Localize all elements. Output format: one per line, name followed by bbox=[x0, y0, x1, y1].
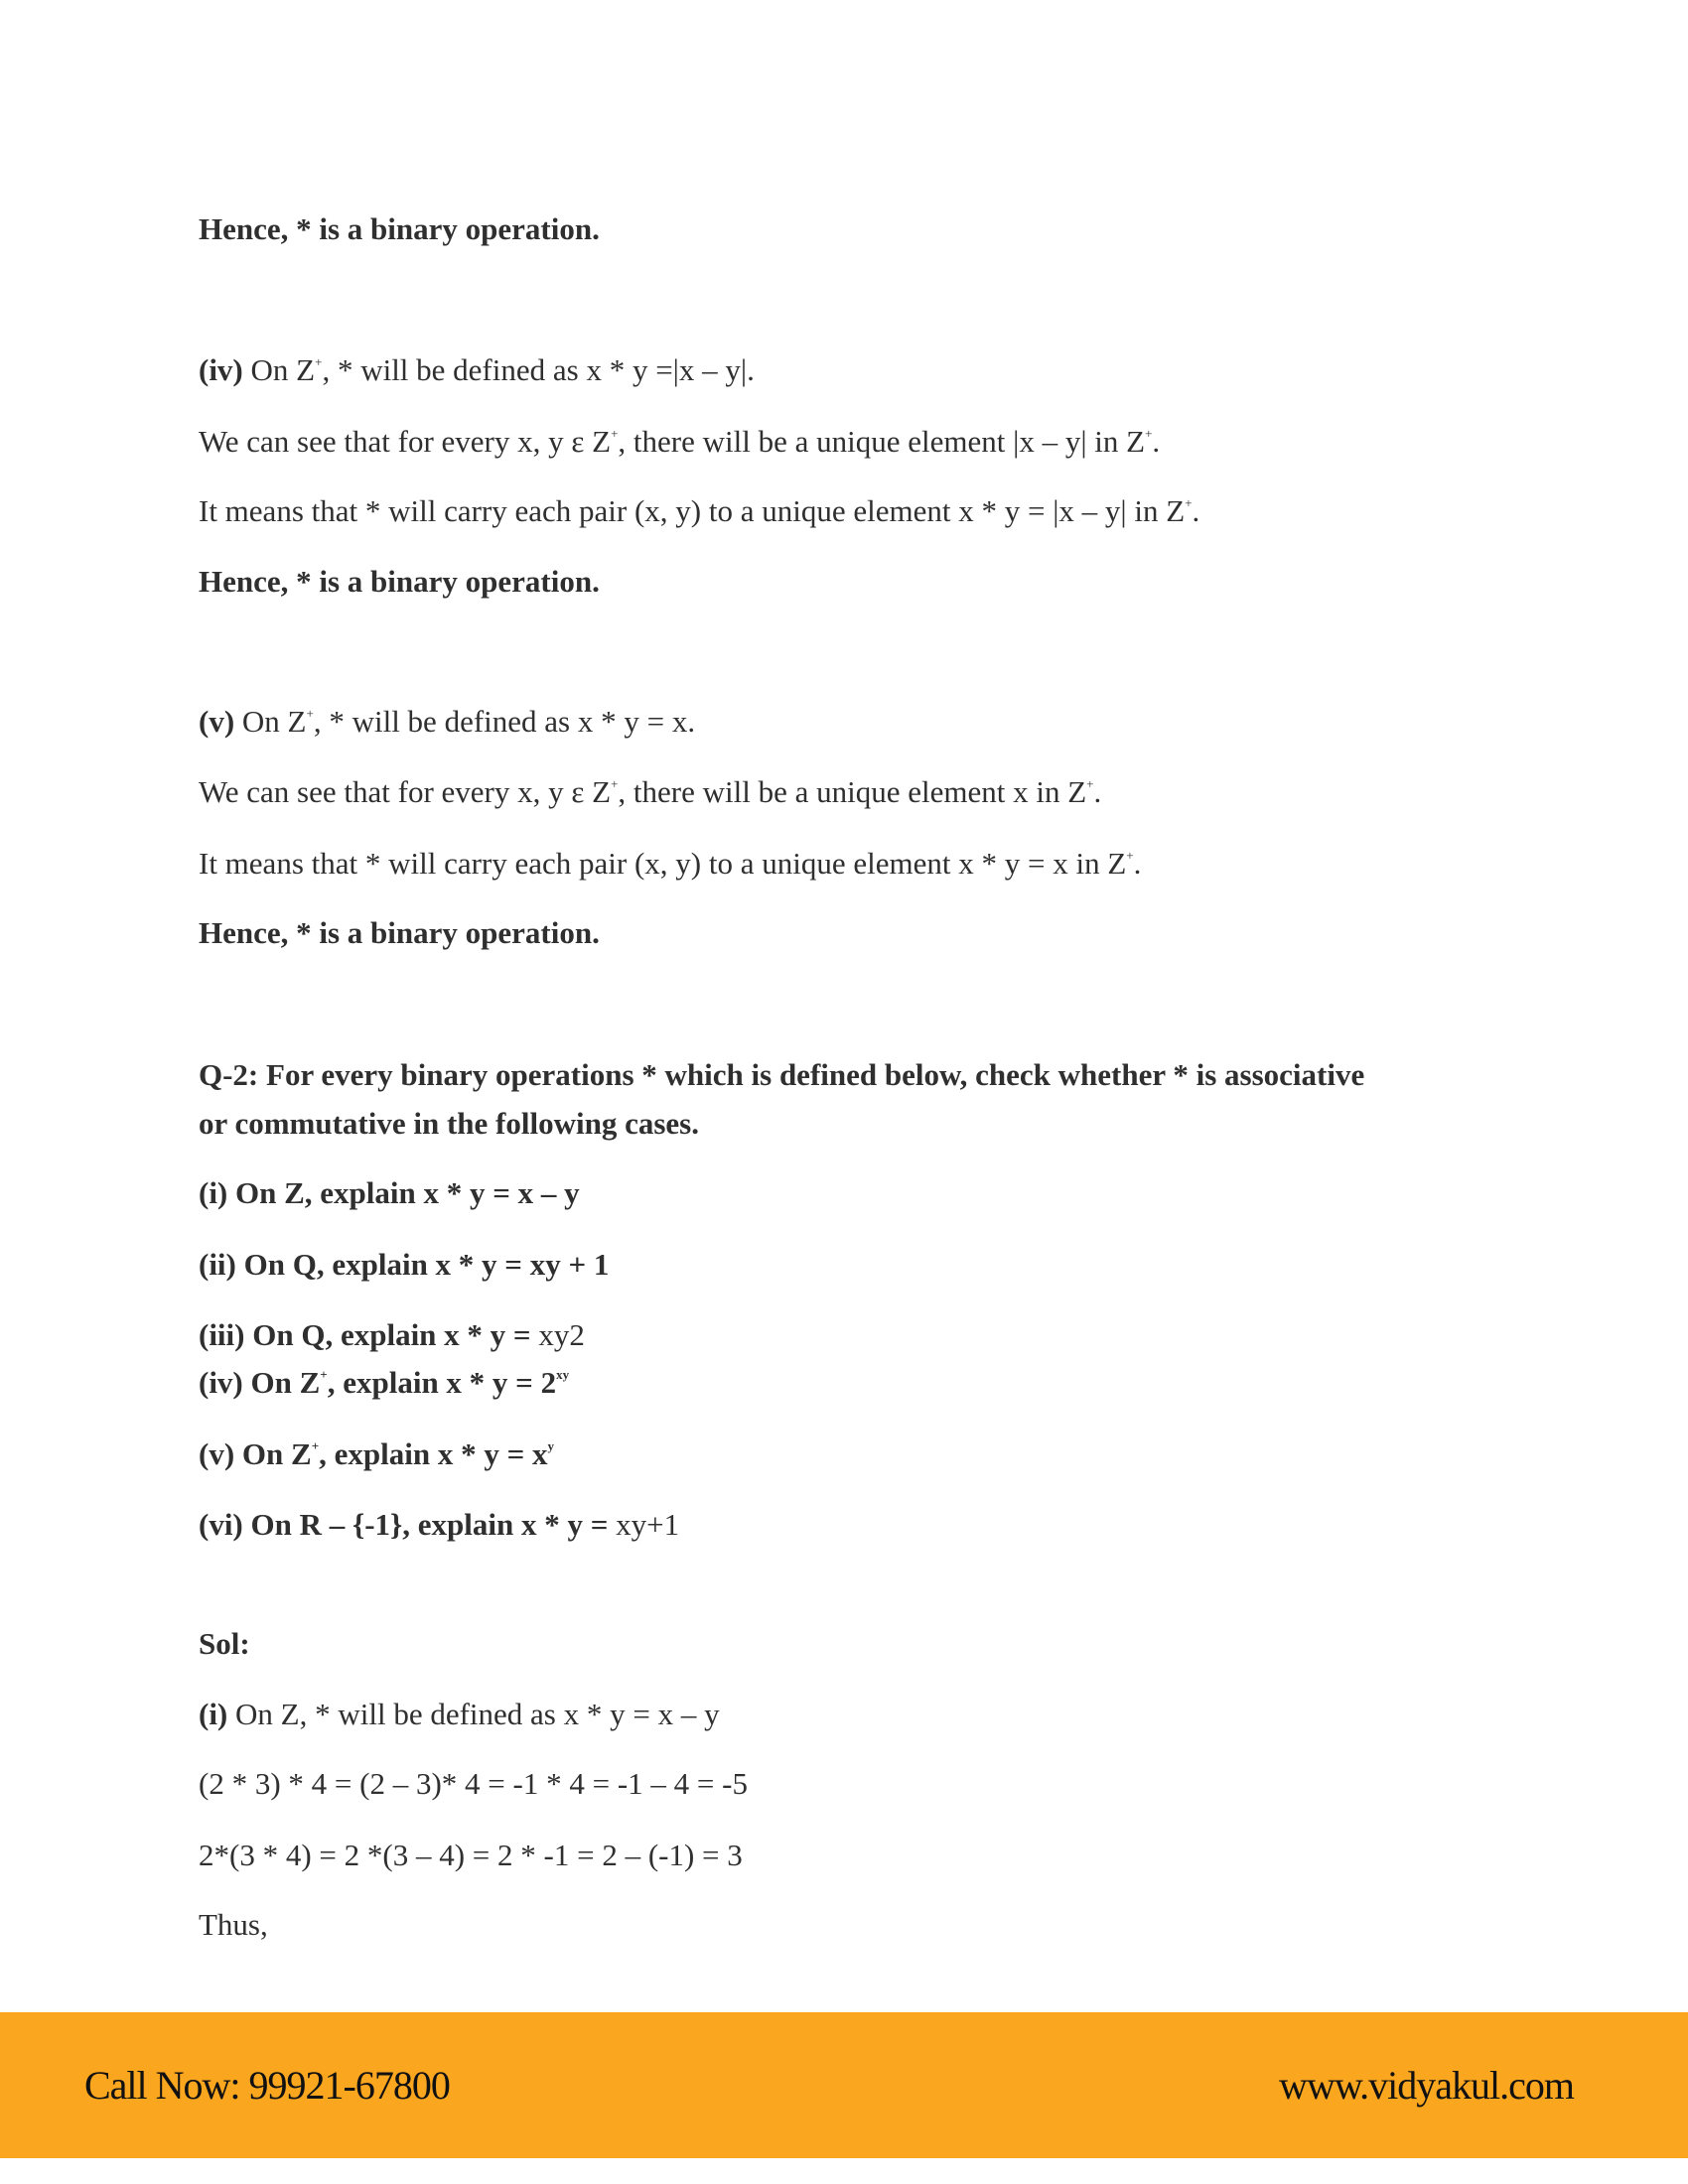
text: . bbox=[1152, 424, 1161, 459]
part-iv-line3 bbox=[199, 493, 1199, 529]
call-now-text: Call Now: 99921-67800 bbox=[84, 2063, 450, 2108]
part-label: (iv) bbox=[199, 352, 243, 387]
superscript: + bbox=[1185, 495, 1193, 510]
solution-i-definition bbox=[199, 1697, 720, 1732]
text: It means that * will carry each pair (x, y) to a unique element x * y = x in Z bbox=[199, 846, 1127, 881]
text: (v) On Z bbox=[199, 1436, 312, 1471]
text: (iii) On Q, explain x * y = bbox=[199, 1317, 539, 1352]
text: We can see that for every x, y ε Z bbox=[199, 424, 612, 459]
text: , there will be a unique element x in Z bbox=[618, 774, 1087, 809]
conclusion-text: Hence, * is a binary operation. bbox=[199, 915, 600, 950]
part-iv-definition bbox=[199, 352, 755, 388]
footer-banner bbox=[0, 2012, 1688, 2158]
question-item-i: (i) On Z, explain x * y = x – y bbox=[199, 1175, 580, 1210]
text: , * will be defined as x * y = x. bbox=[313, 704, 696, 739]
text: . bbox=[1133, 846, 1142, 881]
solution-line: Thus, bbox=[199, 1907, 268, 1942]
question-item-iii bbox=[199, 1317, 585, 1353]
text: xy2 bbox=[538, 1317, 585, 1352]
text: . bbox=[1093, 774, 1102, 809]
superscript: + bbox=[320, 1367, 328, 1382]
superscript: + bbox=[1126, 848, 1134, 863]
superscript: + bbox=[611, 776, 619, 791]
question-item-ii: (ii) On Q, explain x * y = xy + 1 bbox=[199, 1247, 610, 1282]
question-q2-line2: or commutative in the following cases. bbox=[199, 1106, 699, 1141]
solution-line: (2 * 3) * 4 = (2 – 3)* 4 = -1 * 4 = -1 – 4 = -5 bbox=[199, 1766, 748, 1801]
superscript: + bbox=[1145, 426, 1153, 441]
superscript: + bbox=[611, 426, 619, 441]
text: We can see that for every x, y ε Z bbox=[199, 774, 612, 809]
part-v-definition bbox=[199, 704, 695, 740]
text: (iv) On Z bbox=[199, 1365, 321, 1400]
question-item-iv bbox=[199, 1365, 569, 1401]
conclusion-text: Hence, * is a binary operation. bbox=[199, 211, 600, 246]
part-label: (i) bbox=[199, 1697, 228, 1731]
superscript: + bbox=[311, 1438, 320, 1453]
conclusion-text: Hence, * is a binary operation. bbox=[199, 564, 600, 599]
solution-heading: Sol: bbox=[199, 1626, 250, 1661]
text: (vi) On R – {-1}, explain x * y = bbox=[199, 1507, 617, 1542]
website-link[interactable]: www.vidyakul.com bbox=[1279, 2063, 1574, 2108]
question-item-vi bbox=[199, 1507, 679, 1543]
text: , explain x * y = 2 bbox=[327, 1365, 557, 1400]
text: , * will be defined as x * y =|x – y|. bbox=[322, 352, 755, 387]
text: xy+1 bbox=[616, 1507, 680, 1542]
superscript: + bbox=[306, 706, 314, 721]
part-iv-line2 bbox=[199, 424, 1160, 460]
superscript: + bbox=[1086, 776, 1094, 791]
superscript: xy bbox=[556, 1367, 570, 1382]
question-q2-line1: Q-2: For every binary operations * which is defined below, check whether * is associative bbox=[199, 1057, 1365, 1092]
text: On Z bbox=[234, 704, 307, 739]
text: . bbox=[1192, 493, 1200, 528]
text: It means that * will carry each pair (x, y) to a unique element x * y = |x – y| in Z bbox=[199, 493, 1186, 528]
part-v-line3 bbox=[199, 846, 1141, 882]
text: On Z bbox=[242, 352, 316, 387]
text: , there will be a unique element |x – y| in Z bbox=[618, 424, 1146, 459]
part-v-line2 bbox=[199, 774, 1101, 810]
text: On Z, * will be defined as x * y = x – y bbox=[227, 1697, 720, 1731]
question-item-v bbox=[199, 1436, 554, 1472]
solution-line: 2*(3 * 4) = 2 *(3 – 4) = 2 * -1 = 2 – (-1) = 3 bbox=[199, 1838, 743, 1872]
superscript: y bbox=[547, 1438, 554, 1453]
part-label: (v) bbox=[199, 704, 235, 739]
text: , explain x * y = x bbox=[319, 1436, 548, 1471]
superscript: + bbox=[315, 354, 323, 369]
